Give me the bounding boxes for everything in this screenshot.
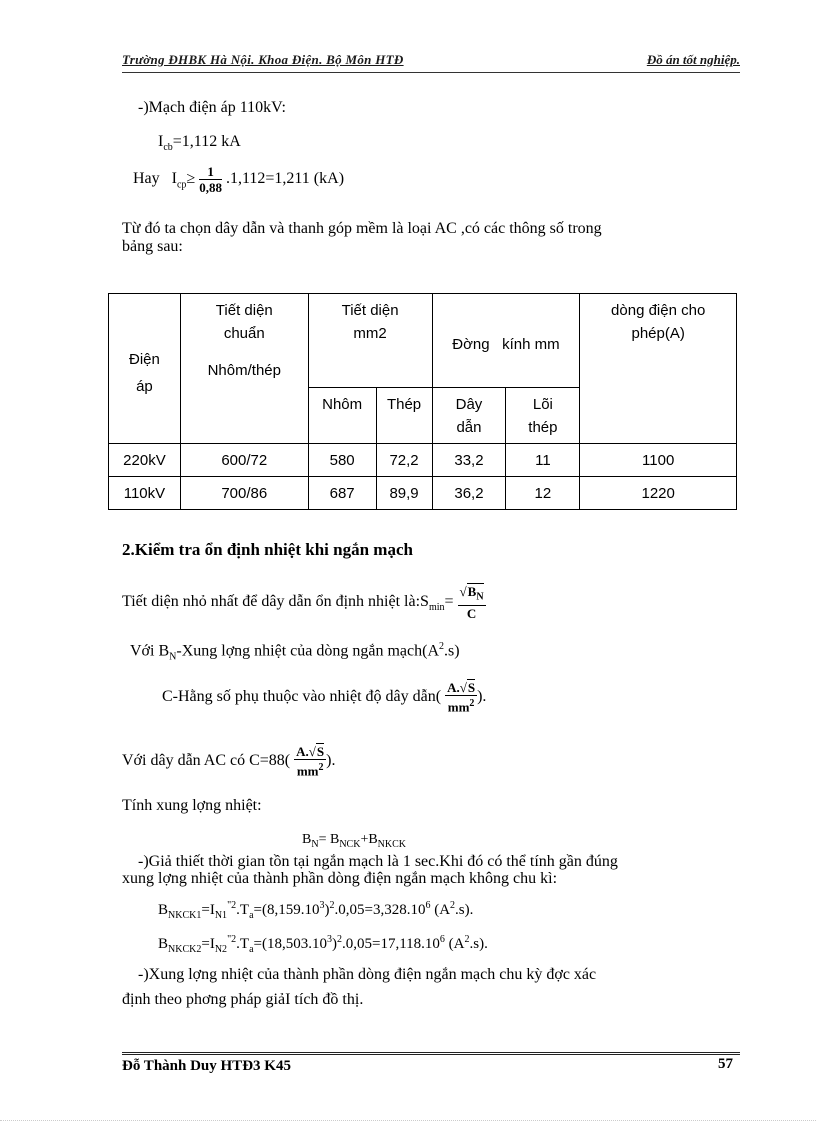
f1-t: .T — [236, 902, 250, 918]
f2-unit-sup: 2 — [464, 934, 470, 945]
f1-rest3: .0,05=3,328.10 — [334, 902, 426, 918]
bn-sum-a-sub: N — [311, 838, 319, 850]
c-unit-fraction — [445, 680, 477, 714]
smin-numerator: $√B_N$ — [458, 584, 486, 606]
bn-def-end: .s) — [444, 642, 460, 660]
icp-symbol: I — [171, 170, 177, 188]
c-definition — [162, 680, 486, 714]
f1-sup6: 6 — [425, 900, 431, 911]
header-day-dan — [432, 388, 506, 444]
bnkck1-formula — [158, 896, 473, 925]
header-doc-type: Đồ án tốt nghiệp. — [646, 52, 740, 67]
header-divider — [122, 72, 740, 73]
periodic-line-2: định theo phơng pháp giảI tích đồ thị. — [122, 991, 364, 1008]
f1-unit: (A — [430, 902, 451, 918]
c-def-close: ). — [477, 687, 487, 705]
icb-formula — [158, 132, 241, 157]
ac-unit-mm-sup: 2 — [318, 762, 324, 773]
bn-sum-b-sub: NCK — [339, 838, 361, 850]
f2-t: .T — [236, 936, 250, 952]
header-loi-line1: Lõi — [532, 396, 553, 413]
assume-line-1: -)Giả thiết thời gian tồn tại ngắn mạch là 1 sec.Khi đó có thể tính gần đúng — [138, 853, 618, 870]
f1-sup2: 2 — [329, 900, 335, 911]
f2-b: B — [158, 936, 169, 952]
header-dong-dien — [580, 294, 737, 444]
header-loi-line2: thép — [528, 419, 558, 436]
table-cell: 1100 — [580, 444, 737, 477]
ac-unit-mm: mm — [296, 763, 319, 779]
bn-definition — [130, 637, 460, 667]
bn-sum-c: +B — [360, 832, 378, 847]
icb-subscript: cb — [163, 142, 173, 154]
frac-denominator: 0,88 — [199, 180, 222, 195]
header-loi-thep — [506, 388, 580, 444]
f1-b: B — [158, 902, 169, 918]
header-dk-text: Đờng kính mm — [452, 336, 560, 353]
f1-i-sup: "2 — [227, 900, 237, 911]
hay-word: Hay — [133, 170, 160, 188]
icp-subscript: cp — [176, 179, 187, 191]
ac-unit-fraction — [294, 744, 326, 778]
header-day-line2: dẫn — [456, 419, 482, 436]
header-dien-text: Điện — [129, 350, 160, 368]
bnkck2-formula — [158, 930, 488, 959]
table-row — [109, 444, 737, 477]
table-cell: 72,2 — [376, 444, 432, 477]
unit-a: A. — [447, 680, 460, 695]
header-tiet-dien-mm2 — [308, 294, 432, 388]
f1-rest: =(8,159.10 — [253, 902, 320, 918]
unit-mm-sup: 2 — [469, 698, 475, 709]
f2-i-sub: N2 — [214, 944, 228, 955]
header-tiet-dien-chuan — [180, 294, 308, 444]
smin-fraction — [458, 584, 486, 621]
footer-divider — [122, 1052, 740, 1055]
conductor-spec-table — [108, 293, 737, 510]
f1-b-sub: NKCK1 — [168, 910, 202, 921]
bn-def-sup: 2 — [439, 641, 444, 652]
bn-subscript: N — [476, 591, 484, 603]
table-cell: 1220 — [580, 477, 737, 510]
header-nhom-text: Nhôm — [322, 396, 363, 413]
table-cell: 580 — [308, 444, 376, 477]
f2-sup3: 3 — [327, 934, 332, 945]
page-edge — [0, 1120, 816, 1121]
f1-rest2: ) — [324, 902, 330, 918]
icb-value: =1,112 kA — [172, 133, 241, 150]
f1-i: =I — [201, 902, 215, 918]
f2-sup2: 2 — [337, 934, 342, 945]
f2-unit-end: .s). — [469, 936, 488, 952]
header-td-line1: Tiết diện — [215, 302, 273, 319]
icb-symbol: I — [158, 133, 164, 150]
icp-result: .1,112=1,211 (kA) — [225, 170, 345, 188]
bn-def-subscript: N — [169, 651, 177, 663]
xung-title: Tính xung lợng nhiệt: — [122, 797, 262, 814]
bn-sum-formula — [302, 830, 406, 854]
f2-rest3: .0,05=17,118.10 — [342, 936, 440, 952]
table-cell: 12 — [506, 477, 580, 510]
icp-fraction — [199, 164, 222, 195]
header-mm-line2: mm2 — [353, 325, 387, 342]
table-cell: 11 — [506, 444, 580, 477]
section-2-heading: 2.Kiểm tra ổn định nhiệt khi ngắn mạch — [122, 540, 413, 559]
f2-rest: =(18,503.10 — [253, 936, 327, 952]
c-unit-denominator — [445, 696, 477, 714]
ac-constant — [122, 744, 335, 778]
f2-b-sub: NKCK2 — [168, 944, 202, 955]
c-unit-numerator: A.√S — [447, 680, 476, 695]
table-row — [109, 477, 737, 510]
smin-formula — [122, 584, 486, 621]
table-cell: 33,2 — [432, 444, 506, 477]
f1-i-sub: N1 — [214, 910, 228, 921]
f2-sup6: 6 — [439, 934, 445, 945]
table-cell: 36,2 — [432, 477, 506, 510]
footer-author: Đỗ Thành Duy HTĐ3 K45 — [122, 1058, 291, 1074]
f2-unit: (A — [444, 936, 465, 952]
choose-line-2: bảng sau: — [122, 238, 183, 255]
header-mm-line1: Tiết diện — [341, 302, 399, 319]
smin-denominator: C — [466, 605, 477, 621]
f1-unit-sup: 2 — [450, 900, 456, 911]
f1-sup3: 3 — [319, 900, 325, 911]
page-number: 57 — [718, 1056, 733, 1072]
table-cell: 687 — [308, 477, 376, 510]
header-day-line1: Dây — [455, 396, 483, 413]
ac-unit-a: A. — [296, 744, 309, 759]
f2-rest2: ) — [332, 936, 337, 952]
header-nhom — [308, 388, 376, 444]
unit-s: S — [467, 680, 476, 695]
table-cell: 110kV — [109, 477, 181, 510]
periodic-line-1: -)Xung lợng nhiệt của thành phần dòng điện ngắn mạch chu kỳ đợc xác — [138, 966, 597, 983]
header-dd-line2: phép(A) — [631, 325, 685, 342]
bn-sum-a: B — [302, 832, 312, 847]
bn-sum-b: = B — [318, 832, 340, 847]
bn-def-prefix: Với B — [130, 642, 170, 660]
bn-symbol: B — [467, 584, 477, 599]
header-ap-text: áp — [136, 377, 153, 395]
header-institution: Trường ĐHBK Hà Nội. Khoa Điện. Bộ Môn HTĐ — [122, 52, 404, 67]
smin-text: Tiết diện nhỏ nhất để dây dẫn ổn định nhiệt là:S — [122, 592, 429, 610]
frac-numerator: 1 — [199, 164, 222, 180]
icp-formula — [133, 164, 344, 195]
voltage-line: -)Mạch điện áp 110kV: — [138, 99, 286, 116]
ac-unit-numerator: A.√S — [296, 744, 325, 759]
assume-line-2: xung lợng nhiệt của thành phần dòng điện ngắn mạch không chu kì: — [122, 870, 558, 887]
choose-line-1: Từ đó ta chọn dây dẫn và thanh góp mềm là loại AC ,có các thông số trong — [122, 220, 602, 237]
table-cell: 600/72 — [180, 444, 308, 477]
smin-subscript: min — [428, 602, 445, 614]
header-thep — [376, 388, 432, 444]
header-dien-ap — [109, 294, 181, 444]
header-td-line2: chuẩn — [223, 325, 265, 342]
ac-close: ). — [326, 751, 336, 769]
smin-equals: = — [444, 592, 454, 610]
ac-text: Với dây dẫn AC có C=88( — [122, 751, 291, 769]
header-dd-line1: dòng điện cho — [611, 302, 706, 319]
f2-t-sub: a — [249, 944, 254, 955]
sqrt-bn — [467, 583, 484, 603]
table-cell: 220kV — [109, 444, 181, 477]
table-cell: 700/86 — [180, 477, 308, 510]
table-cell: 89,9 — [376, 477, 432, 510]
bn-sum-c-sub: NKCK — [377, 838, 407, 850]
header-td-line3: Nhôm/thép — [207, 362, 281, 379]
header-thep-text: Thép — [386, 396, 422, 413]
ac-unit-s: S — [316, 744, 325, 759]
ac-unit-denominator — [294, 760, 326, 778]
page-header — [122, 52, 740, 74]
f2-i-sup: "2 — [227, 934, 237, 945]
unit-mm: mm — [447, 699, 470, 715]
ge-symbol: ≥ — [186, 170, 196, 188]
bn-def-text: -Xung lợng nhiệt của dòng ngắn mạch(A — [176, 642, 439, 660]
header-duong-kinh — [432, 294, 580, 388]
c-def-text: C-Hằng số phụ thuộc vào nhiệt độ dây dẫn( — [162, 687, 442, 705]
f1-t-sub: a — [249, 910, 254, 921]
f1-unit-end: .s). — [455, 902, 474, 918]
f2-i: =I — [201, 936, 215, 952]
